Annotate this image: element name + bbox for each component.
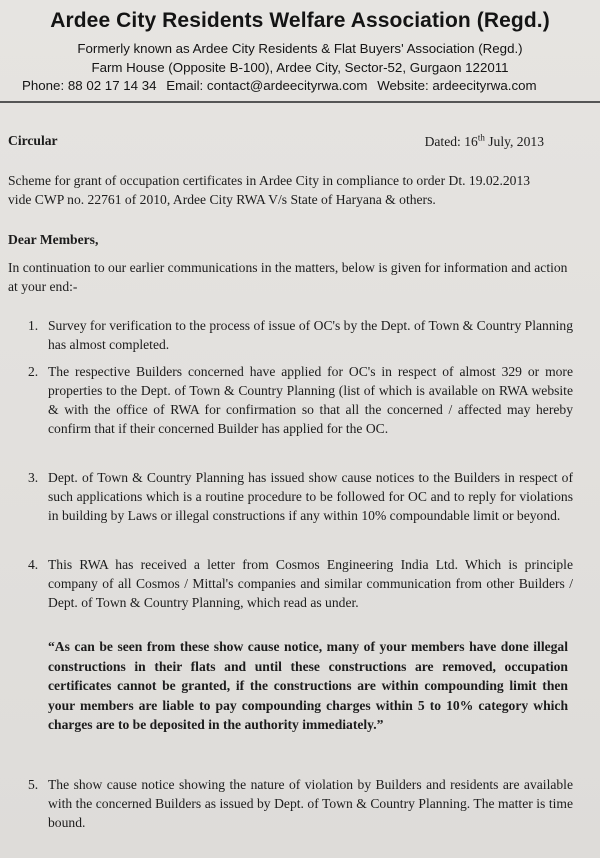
list-item [28, 555, 573, 612]
dated-line [425, 132, 544, 151]
list-item-text: The show cause notice showing the nature of violation by Builders and residents are available with the concerned Builders as issued by Dept. of Town & Country Planning. The matter is time bound. [48, 777, 573, 830]
list-item-number: 5. [28, 777, 39, 792]
list-item-text: The respective Builders concerned have applied for OC's in respect of almost 329 or more properties to the Dept. of Town & Country Planning (list of which is available on RWA website & with the office of RWA for confirmation so that all the concerned / affected may hereby confirm that if their concerned Builder has applied for the OC. [48, 364, 573, 436]
list-item-text: This RWA has received a letter from Cosmos Engineering India Ltd. Which is principle company of all Cosmos / Mittal's companies and similar communication from other Builders / Dept. of Town & Country Planning, which read as under. [48, 557, 573, 610]
list-item-number: 1. [28, 318, 39, 333]
letterhead-divider [0, 101, 600, 103]
email-text: Email: contact@ardeecityrwa.com [166, 78, 368, 93]
dated-superscript: th [477, 132, 485, 143]
list-item [28, 468, 573, 525]
formerly-known-as: Formerly known as Ardee City Residents & Flat Buyers' Association (Regd.) [77, 41, 523, 56]
list-item-text: Survey for verification to the process of issue of OC's by the Dept. of Town & Country Planning has almost completed. [48, 318, 573, 352]
dated-prefix: Dated: 16 [424, 134, 478, 149]
list-item [28, 775, 573, 832]
list-item [28, 362, 573, 438]
list-item-number: 3. [28, 470, 39, 485]
list-item [28, 316, 573, 354]
contact-line [22, 78, 582, 93]
salutation: Dear Members, [8, 232, 99, 247]
list-item-number: 4. [28, 557, 39, 572]
list-item-number: 2. [28, 364, 39, 379]
association-address: Farm House (Opposite B-100), Ardee City, Sector-52, Gurgaon 122011 [91, 60, 509, 75]
builder-letter-quote: “As can be seen from these show cause notice, many of your members have done illegal constructions in their flats and until these constructions are removed, occupation certificates cannot be granted, if the constructions are within compounding limit then your members are liable to pay compounding charges within 5 to 10% category which charges are to be deposited in the authority immediately.” [48, 639, 568, 732]
scheme-paragraph: Scheme for grant of occupation certificates in Ardee City in compliance to order Dt. 19.02.2013 vide CWP no. 22761 of 2010, Ardee City RWA V/s State of Haryana & others. [8, 173, 531, 207]
dated-suffix: July, 2013 [484, 134, 544, 149]
intro-paragraph: In continuation to our earlier communications in the matters, below is given for information and action at your end:- [8, 260, 568, 294]
circular-label: Circular [8, 133, 58, 148]
association-title: Ardee City Residents Welfare Association (Regd.) [50, 9, 550, 32]
list-item-text: Dept. of Town & Country Planning has issued show cause notices to the Builders in respect of such applications which is a routine procedure to be followed for OC and to reply for violations in building by Laws or illegal constructions if any within 10% compoundable limit or beyond. [48, 470, 573, 523]
phone-text: Phone: 88 02 17 14 34 [22, 78, 157, 93]
website-text: Website: ardeecityrwa.com [377, 78, 537, 93]
